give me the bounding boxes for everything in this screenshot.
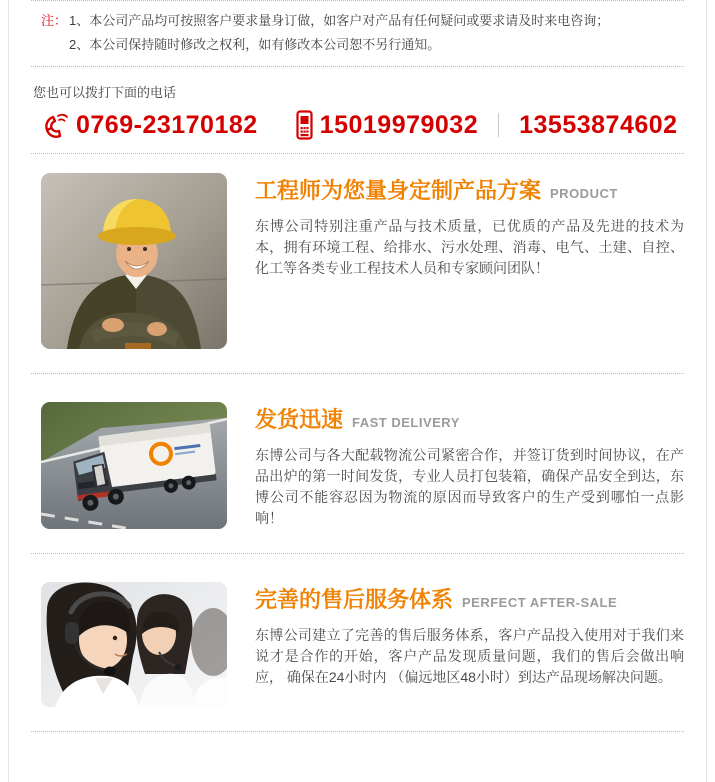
- phone-row: [41, 110, 684, 140]
- feature-title: 发货迅速: [255, 407, 344, 432]
- feature-title-row: [255, 407, 684, 433]
- feature-subtitle: PRODUCT: [550, 186, 618, 201]
- note-line: [41, 33, 684, 57]
- feature-text-after-sale: [255, 582, 684, 707]
- note-item: 1、本公司产品均可按照客户要求量身订做，如客户对产品有任何疑问或要求请及时来电咨询；: [69, 13, 610, 28]
- feature-block-product: [41, 173, 684, 349]
- feature-body: 东博公司建立了完善的售后服务体系，客户产品投入使用对于我们来说才是合作的开始，客户产品发现质量问题，我们的售后会做出响应， 确保在24小时内 （偏远地区48小时）到达产品现场解决问题。: [255, 627, 684, 685]
- dotted-divider: [31, 153, 684, 154]
- mobile-phone-icon: [296, 110, 313, 140]
- customer-service-team-photo: [41, 582, 227, 707]
- dotted-divider: [31, 731, 684, 732]
- phone-number-mobile-1: 15019979032: [319, 110, 479, 139]
- phone-section-label: 您也可以拨打下面的电话: [33, 85, 177, 100]
- feature-text-delivery: [255, 402, 684, 529]
- phone-number-mobile-2: 13553874602: [519, 110, 678, 139]
- feature-text-product: [255, 173, 684, 349]
- delivery-truck-photo: [41, 402, 227, 529]
- feature-block-delivery: [41, 402, 684, 529]
- feature-title: 工程师为您量身定制产品方案: [255, 178, 542, 203]
- content-panel: [8, 0, 707, 782]
- feature-subtitle: FAST DELIVERY: [352, 415, 460, 430]
- feature-block-after-sale: [41, 582, 684, 707]
- note-label: 注：: [41, 13, 68, 28]
- note-item: 2、本公司保持随时修改之权利，如有修改本公司恕不另行通知。: [69, 37, 441, 52]
- dotted-divider: [31, 66, 684, 67]
- feature-title-row: [255, 178, 684, 204]
- telephone-handset-icon: [41, 110, 69, 140]
- feature-title: 完善的售后服务体系: [255, 587, 454, 612]
- feature-body: 东博公司特别注重产品与技术质量，已优质的产品及先进的技术为本，拥有环境工程、给排水、污水处理、消毒、电气、土建、自控、化工等各类专业工程技术人员和专家顾问团队！: [255, 218, 684, 276]
- feature-subtitle: PERFECT AFTER-SALE: [462, 595, 618, 610]
- dotted-divider: [31, 553, 684, 554]
- dotted-divider: [31, 373, 684, 374]
- engineer-with-hard-hat-photo: [41, 173, 227, 349]
- feature-title-row: [255, 587, 684, 613]
- phone-number-landline: 0769-23170182: [76, 110, 258, 139]
- phone-group-mobile-1: [296, 110, 478, 140]
- feature-body: 东博公司与各大配载物流公司紧密合作，并签订货到时间协议，在产品出炉的第一时间发货，专业人员打包装箱，确保产品安全到达，东博公司不能容忍因为物流的原因而导致客户的生产受到哪怕一点影响！: [255, 447, 684, 526]
- note-line: [41, 9, 684, 33]
- notes-section: [31, 1, 684, 66]
- vertical-divider: [498, 113, 499, 137]
